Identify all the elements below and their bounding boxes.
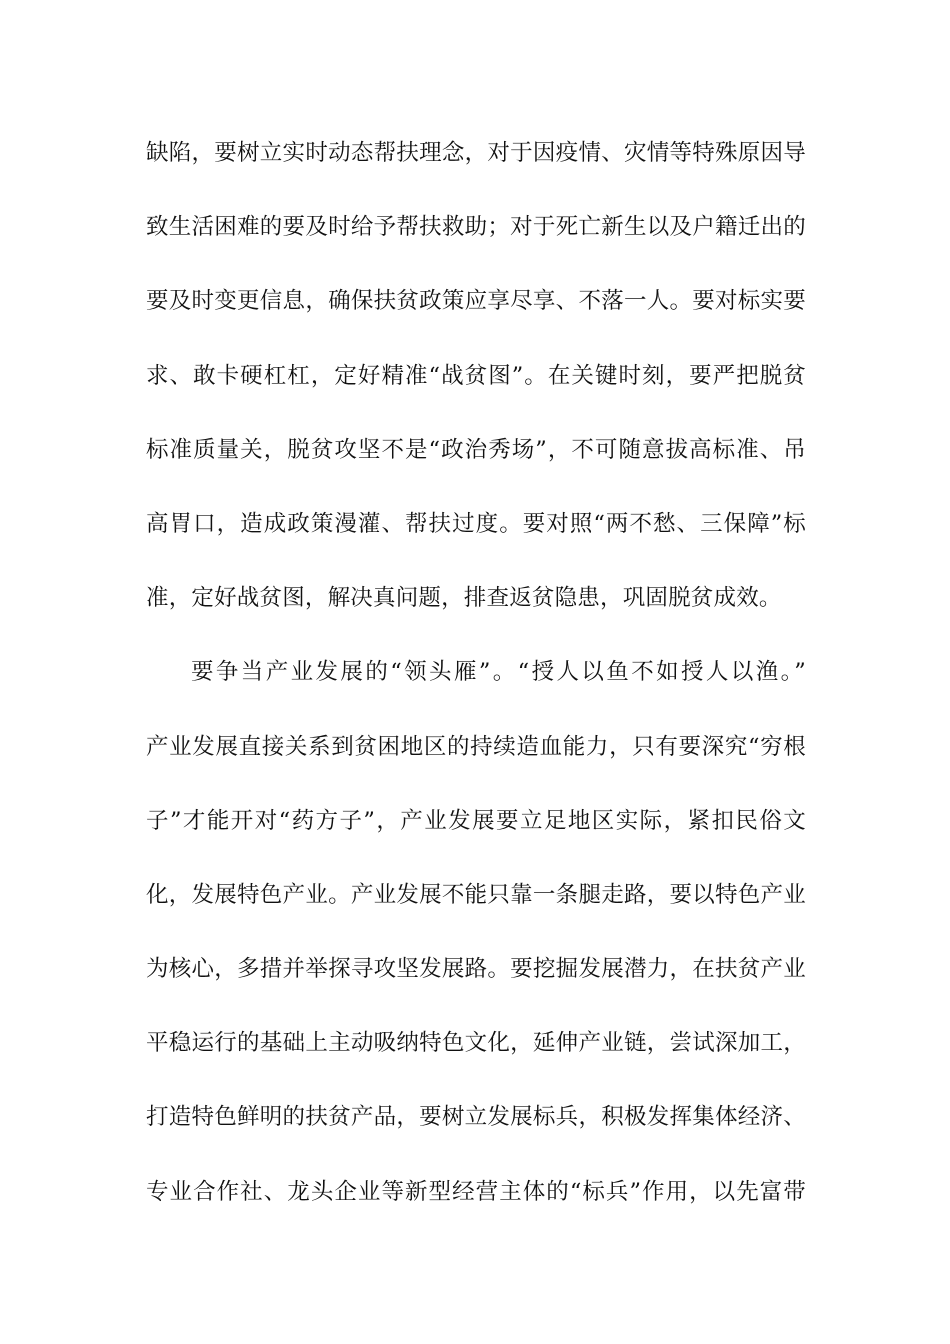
paragraph-start-line: 要争当产业发展的“领头雁”。“授人以鱼不如授人以渔。” bbox=[191, 659, 806, 686]
text-line: 要及时变更信息，确保扶贫政策应享尽享、不落一人。要对标实要 bbox=[146, 288, 806, 315]
text-line: 产业发展直接关系到贫困地区的持续造血能力，只有要深究“穷根 bbox=[146, 733, 806, 760]
text-line: 专业合作社、龙头企业等新型经营主体的“标兵”作用，以先富带 bbox=[146, 1178, 806, 1205]
text-line: 子”才能开对“药方子”，产业发展要立足地区实际，紧扣民俗文 bbox=[146, 807, 806, 834]
text-line: 高胃口，造成政策漫灌、帮扶过度。要对照“两不愁、三保障”标 bbox=[146, 510, 806, 537]
text-line: 求、敢卡硬杠杠，定好精准“战贫图”。在关键时刻，要严把脱贫 bbox=[146, 362, 806, 389]
text-line: 打造特色鲜明的扶贫产品，要树立发展标兵，积极发挥集体经济、 bbox=[146, 1104, 806, 1131]
text-line: 平稳运行的基础上主动吸纳特色文化，延伸产业链，尝试深加工， bbox=[146, 1030, 806, 1057]
document-body bbox=[146, 127, 806, 1240]
text-line: 缺陷，要树立实时动态帮扶理念，对于因疫情、灾情等特殊原因导 bbox=[146, 140, 806, 166]
text-line: 标准质量关，脱贫攻坚不是“政治秀场”，不可随意拔高标准、吊 bbox=[146, 436, 806, 463]
text-line: 化，发展特色产业。产业发展不能只靠一条腿走路，要以特色产业 bbox=[146, 881, 806, 908]
text-line: 为核心，多措并举探寻攻坚发展路。要挖掘发展潜力，在扶贫产业 bbox=[146, 956, 806, 983]
paragraph-end-line: 准，定好战贫图，解决真问题，排查返贫隐患，巩固脱贫成效。 bbox=[146, 585, 782, 612]
text-line: 致生活困难的要及时给予帮扶救助；对于死亡新生以及户籍迁出的 bbox=[146, 214, 806, 241]
